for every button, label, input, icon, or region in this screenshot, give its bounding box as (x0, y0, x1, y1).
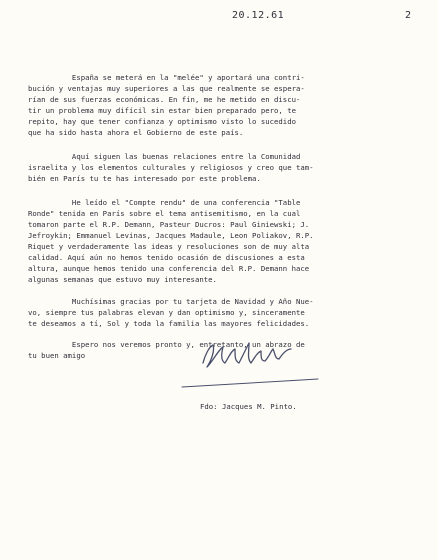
paragraph-community-relations: Aquí siguen las buenas relaciones entre la Comunidad israelita y los elementos culturales y religiosos y creo que tam- bién en París tu te has interesado por este problema. (28, 152, 314, 183)
paragraph-table-ronde: He leído el "Compte rendu" de una conferencia "Table Ronde" tenida en París sobre el tema antisemitismo, en la cual tomaron parte el R.P. Demann, Pasteur Ducros: Paul Giniewski; J. Jefroykin; Emmanuel Levinas, Jacques Madaule, Leon Poliakov, R.P. Riquet y verdaderamente las ideas y resoluciones son de muy alta calidad. Aquí aún no hemos tenido ocasión de discusiones a esta altura, aunque hemos tenido una conferencia del R.P. Demann hace algunas semanas que estuvo muy interesante. (28, 198, 314, 284)
paragraph-spain: España se meterá en la "melée" y aportará una contri- bución y ventajas muy superiores a las que realmente se espera- rían de sus fuerzas económicas. En fin, me he metido en discu- tir un problema muy difícil sin estar bien preparado pero, te repito, hay que tener confianza y optimismo visto lo sucedido que ha sido hasta ahora el Gobierno de este país. (28, 73, 305, 137)
paragraph-closing: Espero nos veremos pronto y, entretanto, un abrazo de tu buen amigo (28, 340, 305, 360)
letter-header (0, 10, 438, 24)
signature-underline (180, 377, 320, 389)
page-number: 2 (405, 10, 412, 21)
letter-date: 20.12.61 (232, 10, 285, 21)
paragraph-thanks: Muchísimas gracias por tu tarjeta de Navidad y Año Nue- vo, siempre tus palabras elevan y dan optimismo y, sinceramente te deseamos a tí, Sol y toda la familia las mayores felicidades. (28, 297, 314, 328)
typed-signature-name: Fdo: Jacques M. Pinto. (200, 402, 297, 411)
letter-body (28, 72, 420, 361)
handwritten-signature (195, 335, 305, 375)
